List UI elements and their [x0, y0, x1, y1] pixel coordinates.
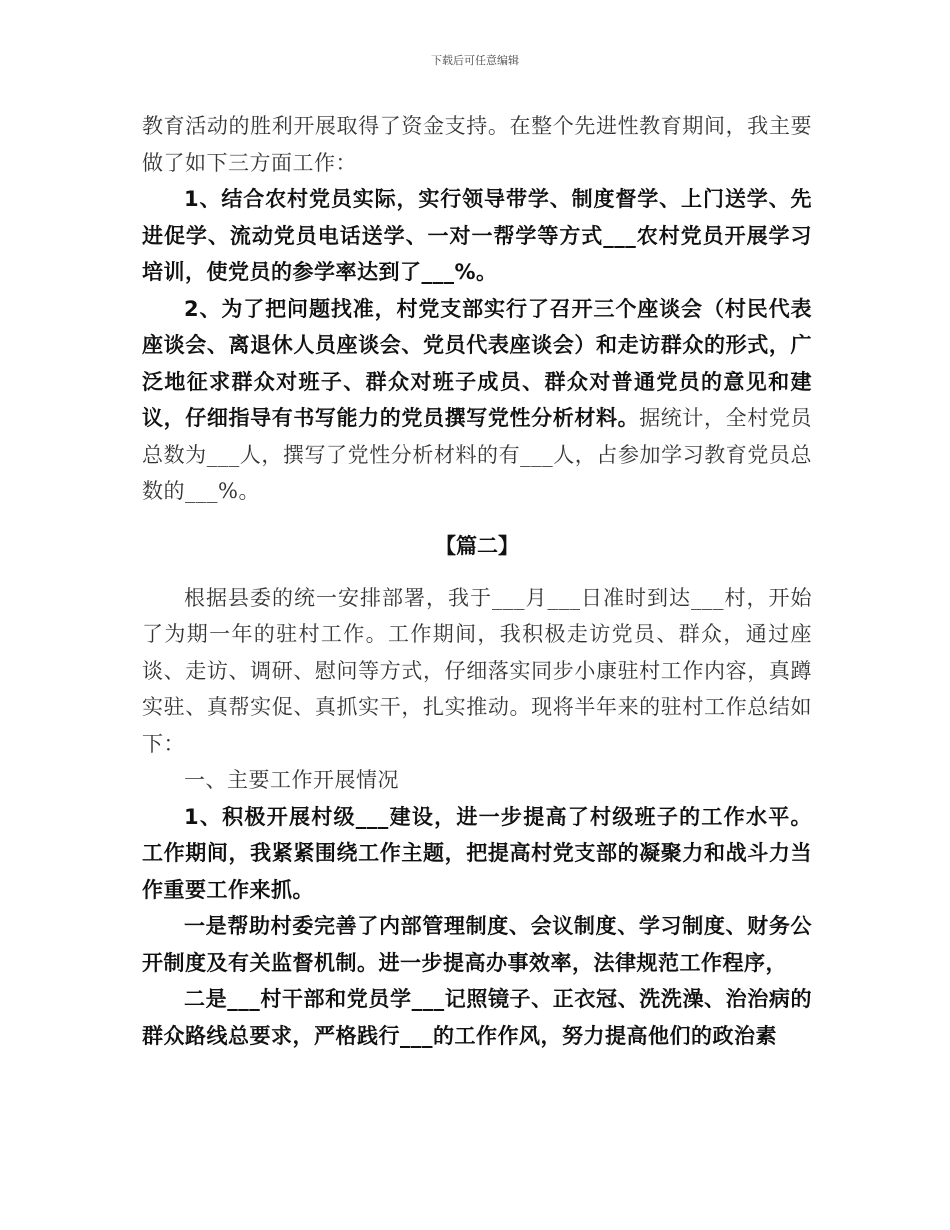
paragraph-item-2-bold: 2、为了把问题找准，村党支部实行了召开三个座谈会（村民代表座谈会、离退休人员座谈会、党员代表座谈会）和走访群众的形式，广泛地征求群众对班子、群众对班子成员、群众对普通党员的意见和建议，仔细指导有书写能力的党员撰写党性分析材料。 — [142, 296, 812, 430]
paragraph-heading-1: 一、主要工作开展情况 — [184, 768, 399, 792]
paragraph-item-1: 1、结合农村党员实际，实行领导带学、制度督学、上门送学、先进促学、流动党员电话送学、一对一帮学等方式___农村党员开展学习培训，使党员的参学率达到了___%。 — [142, 187, 812, 284]
paragraph-opening: 根据县委的统一安排部署，我于___月___日准时到达___村，开始了为期一年的驻村工作。工作期间，我积极走访党员、群众，通过座谈、走访、调研、慰问等方式，仔细落实同步小康驻村工作内容，真蹲实驻、真帮实促、真抓实干，扎实推动。现将半年来的驻村工作总结如下： — [142, 585, 812, 756]
document-body — [142, 108, 812, 1054]
paragraph-item-2-stats: 据统计，全村党员总数为___人，撰写了党性分析材料的有___人，占参加学习教育党员总数的___%。 — [142, 406, 813, 503]
paragraph-work-1: 1、积极开展村级___建设，进一步提高了村级班子的工作水平。工作期间，我紧紧围绕工作主题，把提高村党支部的凝聚力和战斗力当作重要工作来抓。 — [142, 804, 812, 902]
paragraph-intro: 教育活动的胜利开展取得了资金支持。在整个先进性教育期间，我主要做了如下三方面工作： — [142, 114, 812, 175]
paragraph-item-2 — [142, 291, 812, 510]
paragraph-work-first: 一是帮助村委完善了内部管理制度、会议制度、学习制度、财务公开制度及有关监督机制。进一步提高办事效率，法律规范工作程序， — [142, 914, 812, 975]
page-header: 下载后可任意编辑 — [431, 54, 519, 67]
section-title: 【篇二】 — [435, 533, 519, 558]
paragraph-work-second: 二是___村干部和党员学___记照镜子、正衣冠、洗洗澡、治治病的群众路线总要求，严格践行___的工作作风，努力提高他们的政治素 — [142, 987, 812, 1048]
